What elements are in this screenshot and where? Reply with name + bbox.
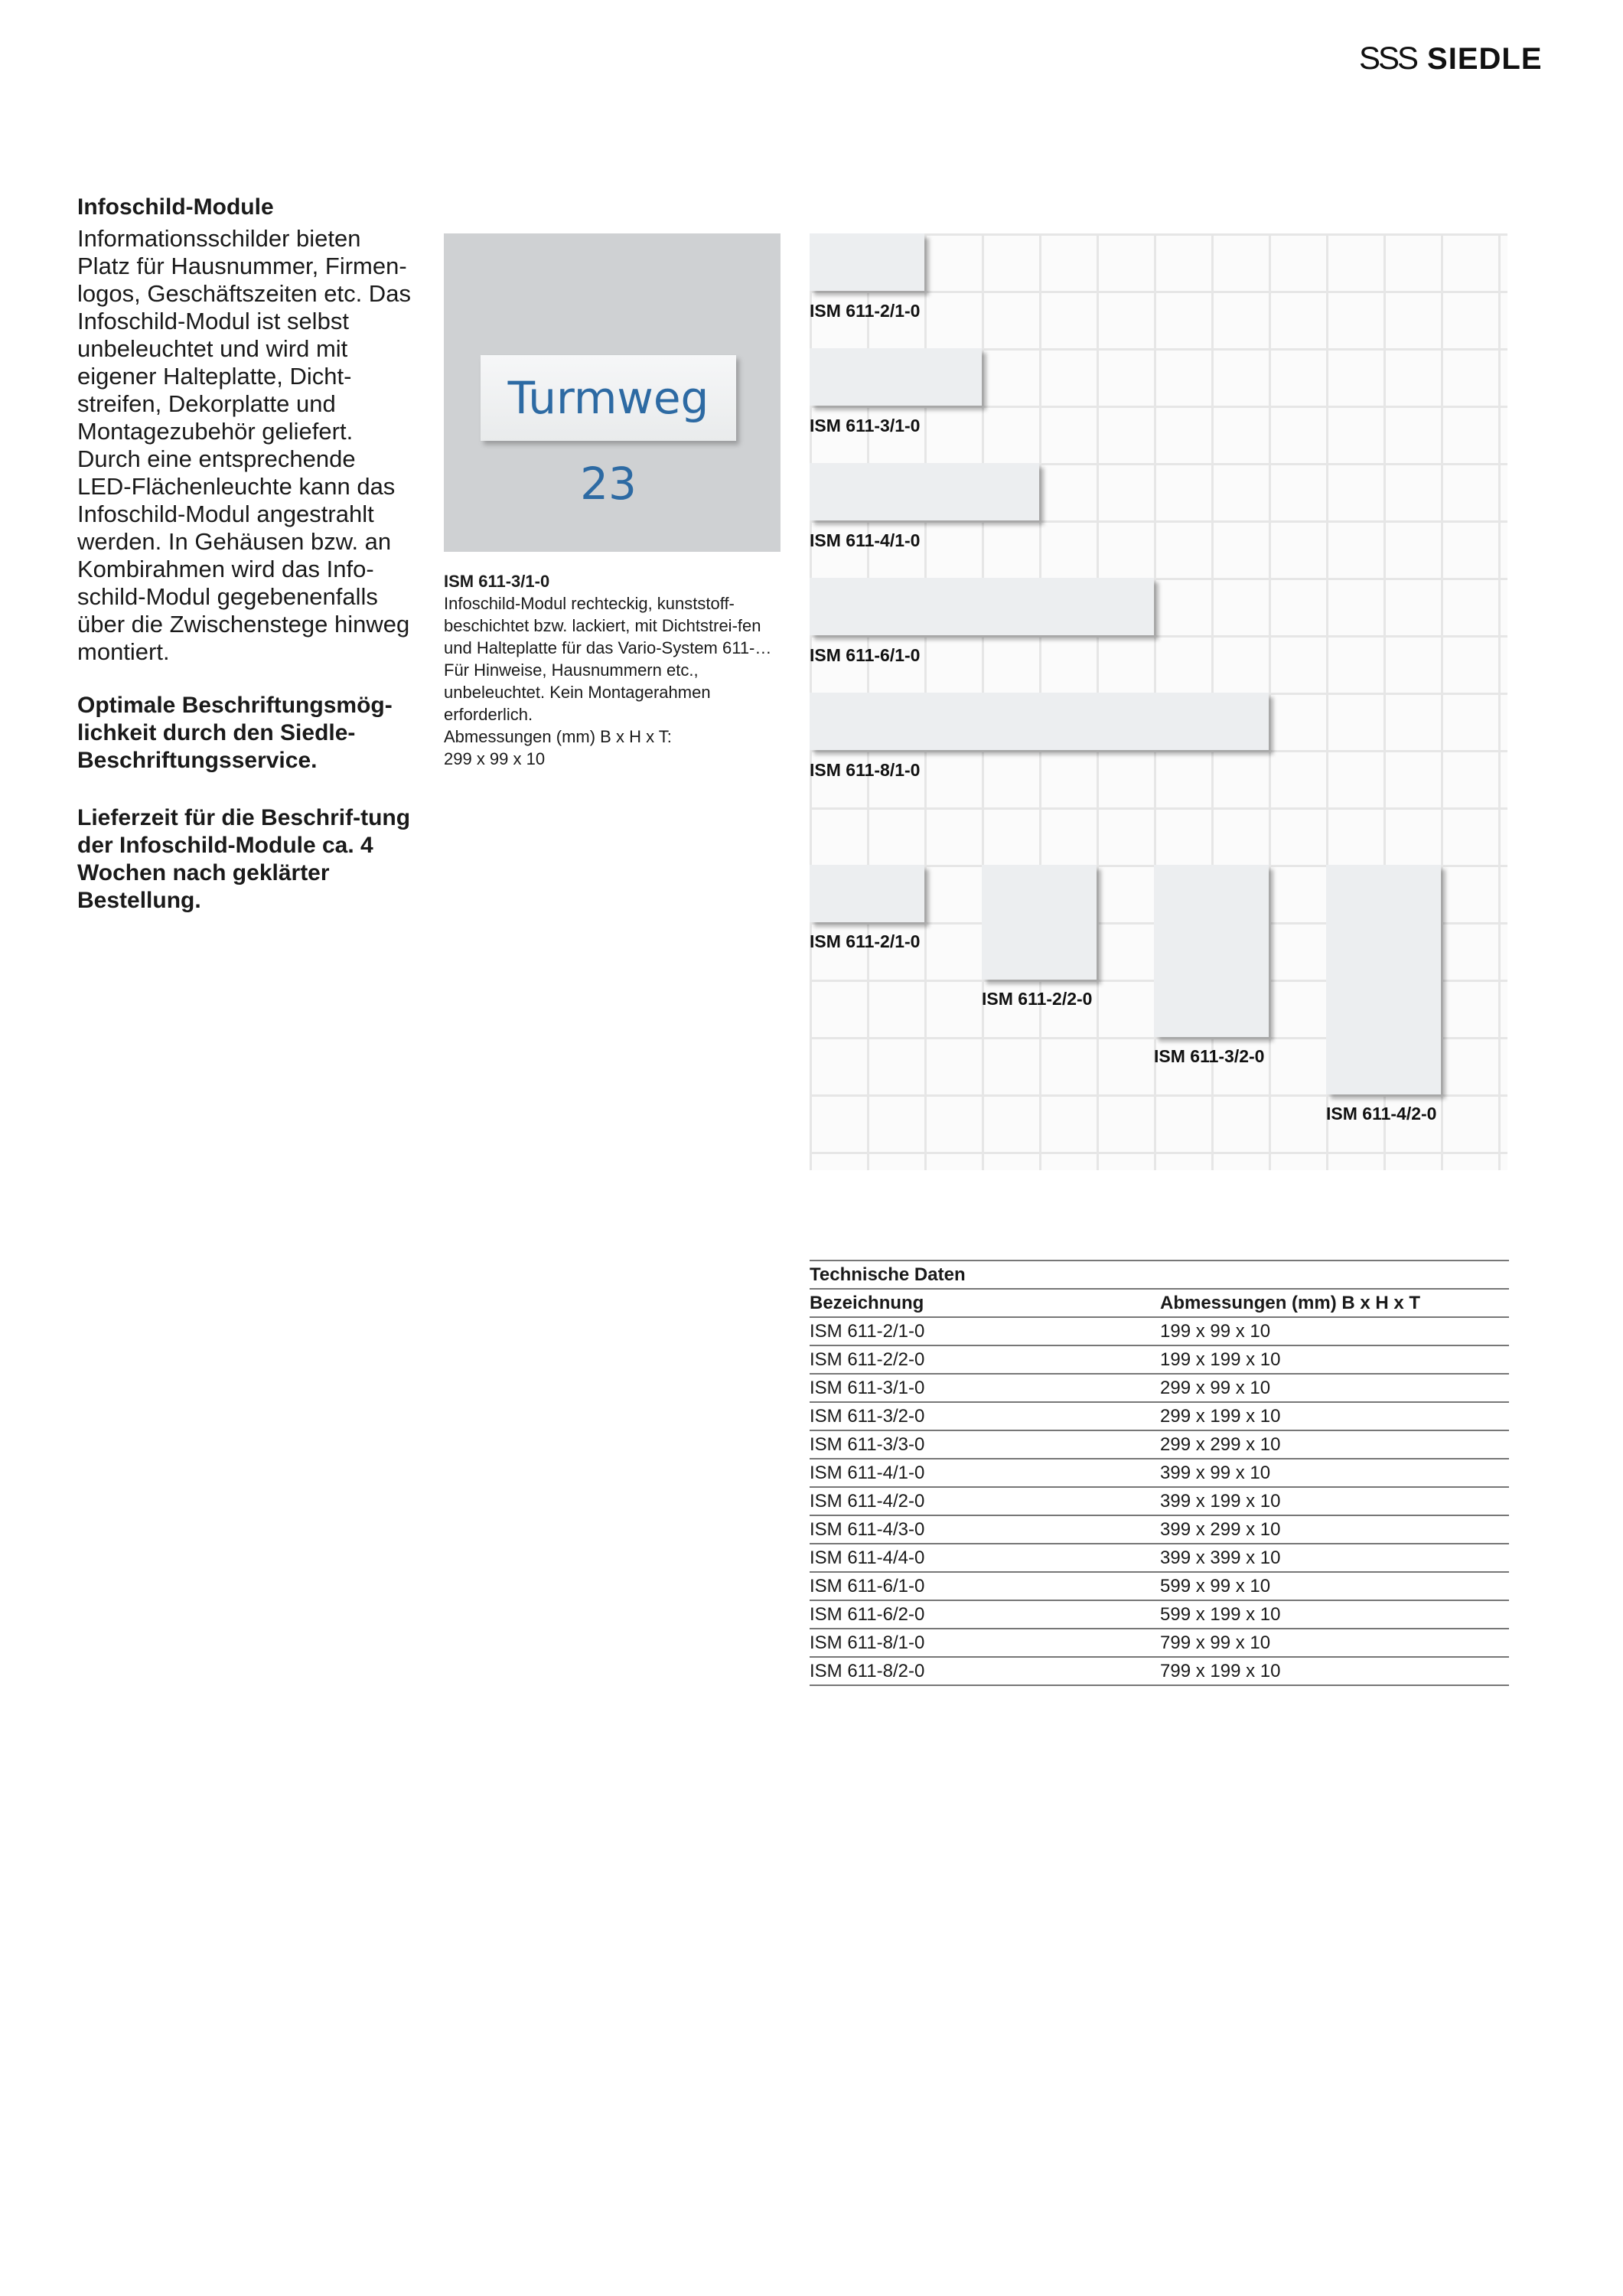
cell-dimensions: 599 x 99 x 10 — [1160, 1572, 1509, 1600]
module-size-diagram — [810, 233, 1507, 1170]
cell-designation: ISM 611-3/3-0 — [810, 1430, 1160, 1459]
table-row — [810, 1317, 1509, 1345]
module-label: ISM 611-3/1-0 — [810, 416, 921, 435]
cell-designation: ISM 611-2/1-0 — [810, 1317, 1160, 1345]
table-row — [810, 1657, 1509, 1685]
table-row — [810, 1572, 1509, 1600]
cell-designation: ISM 611-4/1-0 — [810, 1459, 1160, 1487]
module-shape — [810, 578, 1154, 635]
technical-data-table — [810, 1260, 1509, 1686]
cell-designation: ISM 611-4/3-0 — [810, 1515, 1160, 1544]
caption-dimensions-value: 299 x 99 x 10 — [444, 749, 546, 768]
info-plate-sample: Turmweg 23 — [481, 355, 736, 441]
cell-dimensions: 599 x 199 x 10 — [1160, 1600, 1509, 1629]
cell-dimensions: 399 x 199 x 10 — [1160, 1487, 1509, 1515]
module-shape — [1154, 865, 1269, 1037]
module-label: ISM 611-4/1-0 — [810, 530, 921, 550]
table-row — [810, 1459, 1509, 1487]
module-label: ISM 611-2/2-0 — [982, 989, 1093, 1009]
caption-usage: Für Hinweise, Hausnummern etc., unbeleuchtet. Kein Montagerahmen erforderlich. — [444, 660, 711, 724]
cell-dimensions: 299 x 199 x 10 — [1160, 1402, 1509, 1430]
table-row — [810, 1402, 1509, 1430]
cell-dimensions: 199 x 199 x 10 — [1160, 1345, 1509, 1374]
cell-designation: ISM 611-3/2-0 — [810, 1402, 1160, 1430]
table-row — [810, 1487, 1509, 1515]
cell-dimensions: 799 x 99 x 10 — [1160, 1629, 1509, 1657]
highlight-lettering-service: Optimale Beschriftungsmög-lichkeit durch den Siedle-Beschriftungsservice. — [77, 693, 393, 773]
table-row — [810, 1515, 1509, 1544]
module-label: ISM 611-6/1-0 — [810, 645, 921, 665]
cell-dimensions: 299 x 99 x 10 — [1160, 1374, 1509, 1402]
product-caption — [444, 570, 788, 770]
highlight-delivery-time: Lieferzeit für die Beschrif-tung der Infoschild-Module ca. 4 Wochen nach geklärter Bestellung. — [77, 805, 411, 913]
intro-paragraph: Informationsschilder bieten Platz für Hausnummer, Firmen-logos, Geschäftszeiten etc. Das Infoschild-Modul ist selbst unbeleuchtet und wird mit eigener Halteplatte, Dicht-streifen, Dekorplatte und Montagezubehör geliefert. Durch eine entsprechende LED-Flächenleuchte kann das Infoschild-Modul angestrahlt werden. In Gehäusen bzw. an Kombirahmen wird das Info-schild-Modul gegebenenfalls über die Zwischenstege hinweg montiert. — [77, 225, 411, 665]
table-title: Technische Daten — [810, 1261, 1509, 1289]
module-label: ISM 611-4/2-0 — [1326, 1104, 1437, 1124]
table-header-row — [810, 1289, 1509, 1317]
module-label: ISM 611-2/1-0 — [810, 931, 921, 951]
product-photo — [444, 233, 781, 552]
caption-dimensions-label: Abmessungen (mm) B x H x T: — [444, 727, 672, 746]
table-row — [810, 1345, 1509, 1374]
cell-dimensions: 399 x 99 x 10 — [1160, 1459, 1509, 1487]
cell-designation: ISM 611-6/2-0 — [810, 1600, 1160, 1629]
column-header-name: Bezeichnung — [810, 1289, 1160, 1317]
table-title-row — [810, 1261, 1509, 1289]
cell-dimensions: 399 x 399 x 10 — [1160, 1544, 1509, 1572]
module-shape — [810, 233, 924, 291]
cell-dimensions: 799 x 199 x 10 — [1160, 1657, 1509, 1685]
cell-designation: ISM 611-3/1-0 — [810, 1374, 1160, 1402]
module-label: ISM 611-2/1-0 — [810, 301, 921, 321]
table-row — [810, 1430, 1509, 1459]
module-shape — [982, 865, 1097, 980]
module-shape — [810, 865, 924, 922]
table-row — [810, 1544, 1509, 1572]
module-shape — [810, 693, 1269, 750]
cell-designation: ISM 611-6/1-0 — [810, 1572, 1160, 1600]
section-title: Infoschild-Module — [77, 194, 274, 220]
module-shape — [810, 348, 982, 406]
table-row — [810, 1374, 1509, 1402]
module-shape — [810, 463, 1039, 520]
caption-title: ISM 611-3/1-0 — [444, 572, 550, 591]
cell-dimensions: 299 x 299 x 10 — [1160, 1430, 1509, 1459]
logo-wordmark: SIEDLE — [1427, 42, 1543, 76]
cell-designation: ISM 611-8/1-0 — [810, 1629, 1160, 1657]
cell-dimensions: 199 x 99 x 10 — [1160, 1317, 1509, 1345]
module-label: ISM 611-3/2-0 — [1154, 1046, 1265, 1066]
cell-designation: ISM 611-4/4-0 — [810, 1544, 1160, 1572]
cell-designation: ISM 611-2/2-0 — [810, 1345, 1160, 1374]
table-row — [810, 1629, 1509, 1657]
caption-description: Infoschild-Modul rechteckig, kunststoff-beschichtet bzw. lackiert, mit Dichtstrei-fen und Halteplatte für das Vario-System 611-… — [444, 594, 772, 657]
module-shape — [1326, 865, 1441, 1094]
siedle-logo — [1359, 40, 1543, 77]
cell-dimensions: 399 x 299 x 10 — [1160, 1515, 1509, 1544]
cell-designation: ISM 611-8/2-0 — [810, 1657, 1160, 1685]
column-header-dimensions: Abmessungen (mm) B x H x T — [1160, 1289, 1509, 1317]
cell-designation: ISM 611-4/2-0 — [810, 1487, 1160, 1515]
table-row — [810, 1600, 1509, 1629]
logo-mark: SSS — [1359, 40, 1417, 76]
module-label: ISM 611-8/1-0 — [810, 760, 921, 780]
